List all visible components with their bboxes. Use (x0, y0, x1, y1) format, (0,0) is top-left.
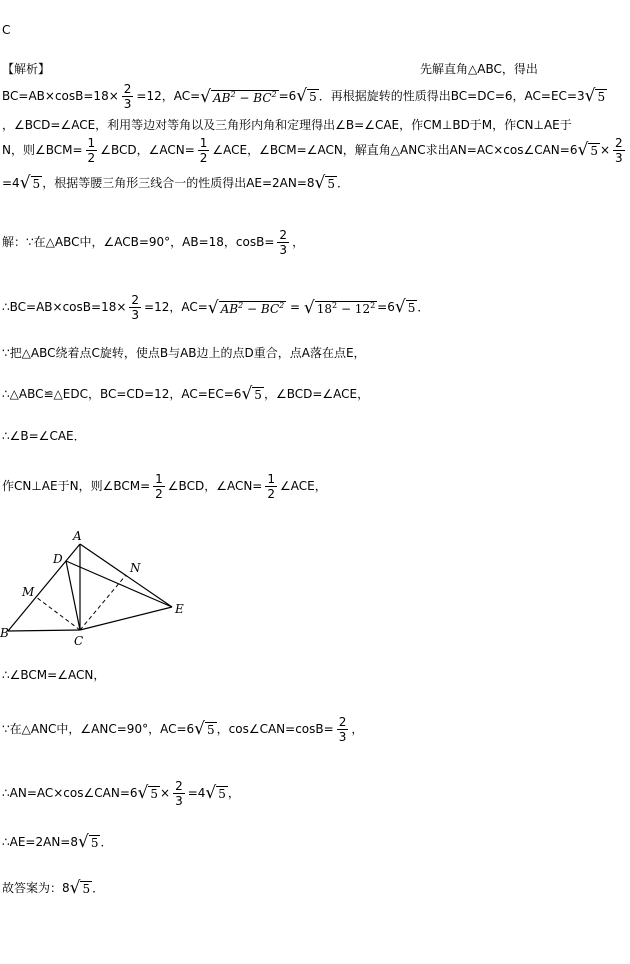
segment-cn (80, 575, 126, 630)
analysis-line-2: BC=AB×cosB=18× $\frac{2}{3}$ =12，AC=√ $AB^2 - BC^2 =6√$ 5 ．再根据旋转的性质得出BC=DC=6，AC=EC=3√ 5 (2, 82, 606, 111)
segment-ba (8, 544, 80, 631)
solution-line-4: ∴△ABC≌△EDC，BC=CD=12，AC=EC=6√ 5 ，∠BCD=∠ACE， (2, 384, 370, 404)
analysis-line-4: N，则∠BCM= $\frac{1}{2}$ ∠BCD，∠ACN= $\frac{1}{2}$ ∠ACE，∠BCM=∠ACN，解直角△ANC求出AN=AC×cos∠CAN=6√ 5 × $\frac{2}{3}$ (2, 136, 623, 165)
segment-de (66, 561, 172, 607)
label-n: N (130, 561, 141, 575)
solution-line-7: ∴∠BCM=∠ACN， (2, 668, 106, 682)
analysis-line-5: =4√ 5 ，根据等腰三角形三线合一的性质得出AE=2AN=8√ 5 ． (2, 173, 350, 193)
solution-line-6: 作CN⊥AE于N，则∠BCM= $\frac{1}{2}$ ∠BCD，∠ACN= $\frac{1}{2}$ ∠ACE， (2, 472, 327, 501)
label-d: D (53, 552, 63, 566)
solution-line-1: 解：∵在△ABC中，∠ACB=90°，AB=18，cosB= $\frac{2}{3}$ ， (2, 228, 305, 257)
label-c: C (74, 634, 84, 648)
analysis-line-3: ，∠BCD=∠ACE，利用等边对等角以及三角形内角和定理得出∠B=∠CAE，作CM⊥BD于M，作CN⊥AE于 (2, 118, 572, 132)
solution-line-2: ∴BC=AB×cosB=18× $\frac{2}{3}$ =12，AC=√ $AB^2 - BC^2$ = √ $18^2 - 12^2 =6√$ 5 ． (2, 293, 430, 322)
segment-cm (36, 597, 80, 630)
geometry-figure (0, 524, 200, 654)
final-answer: 故答案为：8√ 5 ． (2, 878, 105, 898)
analysis-header: 【解析】 (2, 62, 51, 76)
solution-line-3: ∵把△ABC绕着点C旋转，使点B与AB边上的点D重合，点A落在点E， (2, 346, 366, 360)
label-m: M (22, 585, 35, 599)
label-e: E (175, 602, 184, 616)
solution-line-5: ∴∠B=∠CAE． (2, 429, 86, 443)
solution-line-9: ∴AN=AC×cos∠CAN=6√ 5 × $\frac{2}{3}$ =4√ 5 ， (2, 779, 240, 808)
segment-bc (8, 630, 80, 631)
solution-line-10: ∴AE=2AN=8√ 5 ． (2, 832, 113, 852)
solution-line-8: ∵在△ANC中，∠ANC=90°，AC=6√ 5 ，cos∠CAN=cosB= $\frac{2}{3}$ ， (2, 715, 364, 744)
label-a: A (73, 529, 82, 543)
segment-ec (80, 607, 172, 630)
segment-dc (66, 561, 80, 630)
analysis-intro: 先解直角△ABC，得出 (420, 62, 538, 76)
label-b: B (0, 626, 9, 640)
answer-letter: C (2, 23, 11, 37)
